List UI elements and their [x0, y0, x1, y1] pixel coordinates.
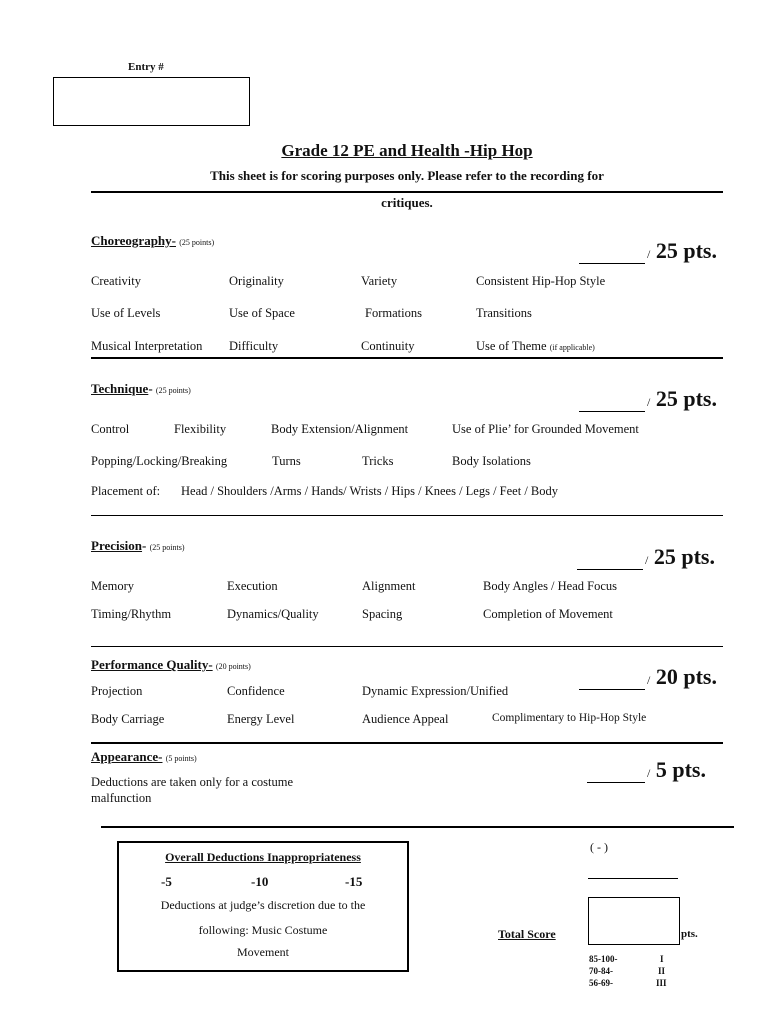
- deductions-text-1: Deductions at judge’s discretion due to the: [160, 898, 366, 912]
- appearance-divider: [101, 826, 734, 828]
- grade-level-1: I: [660, 954, 664, 964]
- criterion-transitions: Transitions: [476, 306, 532, 320]
- criterion-spacing: Spacing: [362, 607, 403, 621]
- performance-divider: [91, 742, 723, 744]
- criterion-formations: Formations: [365, 306, 422, 320]
- deduction-5[interactable]: -5: [161, 874, 172, 889]
- precision-title: Precision- (25 points): [91, 538, 185, 553]
- criterion-hiphop-style: Consistent Hip-Hop Style: [476, 274, 606, 288]
- deduction-10[interactable]: -10: [251, 874, 269, 889]
- appearance-title: Appearance- (5 points): [91, 749, 197, 764]
- criterion-tricks: Tricks: [362, 454, 394, 468]
- technique-title: Technique- (25 points): [91, 381, 191, 396]
- header-divider: [91, 191, 723, 193]
- criterion-placement-list: Head / Shoulders /Arms / Hands/ Wrists / Hips / Knees / Legs / Feet / Body: [181, 484, 559, 498]
- criterion-isolations: Body Isolations: [452, 454, 531, 468]
- deductions-title: Overall Deductions Inappropriateness: [165, 850, 361, 864]
- criterion-memory: Memory: [91, 579, 135, 593]
- appearance-note-1: Deductions are taken only for a costume: [91, 775, 294, 789]
- criterion-body-angles: Body Angles / Head Focus: [483, 579, 618, 593]
- minus-label: ( - ): [590, 840, 608, 854]
- criterion-timing: Timing/Rhythm: [91, 607, 172, 621]
- criterion-turns: Turns: [272, 454, 301, 468]
- criterion-complimentary: Complimentary to Hip-Hop Style: [492, 712, 647, 724]
- performance-title: Performance Quality- (20 points): [91, 657, 251, 672]
- grade-range-1: 85-100-: [589, 954, 618, 964]
- entry-number-box[interactable]: [53, 77, 250, 126]
- grade-range-3: 56-69-: [589, 978, 613, 988]
- criterion-expression: Dynamic Expression/Unified: [362, 684, 509, 698]
- choreography-divider: [91, 357, 723, 359]
- criterion-variety: Variety: [361, 274, 398, 288]
- appearance-note-2: malfunction: [91, 791, 152, 805]
- deductions-text-3: Movement: [237, 945, 289, 959]
- criterion-confidence: Confidence: [227, 684, 285, 698]
- criterion-placement-label: Placement of:: [91, 484, 161, 498]
- technique-score[interactable]: / 25 pts.: [579, 386, 717, 412]
- page-title: Grade 12 PE and Health -Hip Hop: [281, 141, 533, 160]
- criterion-body-carriage: Body Carriage: [91, 712, 165, 726]
- criterion-alignment: Alignment: [362, 579, 416, 593]
- criterion-creativity: Creativity: [91, 274, 141, 288]
- criterion-levels: Use of Levels: [91, 306, 161, 320]
- deduction-line[interactable]: [588, 878, 678, 879]
- grade-level-3: III: [656, 978, 667, 988]
- subtitle-line-2: critiques.: [381, 195, 433, 210]
- criterion-plie: Use of Plie’ for Grounded Movement: [452, 422, 639, 436]
- precision-divider: [91, 646, 723, 647]
- precision-score[interactable]: / 25 pts.: [577, 544, 715, 570]
- criterion-difficulty: Difficulty: [229, 339, 279, 353]
- criterion-theme: Use of Theme (if applicable): [476, 339, 595, 353]
- criterion-projection: Projection: [91, 684, 143, 698]
- criterion-dynamics: Dynamics/Quality: [227, 607, 319, 621]
- entry-label: Entry #: [128, 61, 164, 73]
- criterion-originality: Originality: [229, 274, 284, 288]
- criterion-execution: Execution: [227, 579, 278, 593]
- criterion-audience-appeal: Audience Appeal: [362, 712, 449, 726]
- criterion-completion: Completion of Movement: [483, 607, 613, 621]
- criterion-control: Control: [91, 422, 130, 436]
- grade-range-2: 70-84-: [589, 966, 613, 976]
- total-score-box[interactable]: [588, 897, 680, 945]
- performance-score[interactable]: / 20 pts.: [579, 664, 717, 690]
- criterion-flexibility: Flexibility: [174, 422, 227, 436]
- criterion-space: Use of Space: [229, 306, 295, 320]
- criterion-continuity: Continuity: [361, 339, 415, 353]
- criterion-musical-interpretation: Musical Interpretation: [91, 339, 203, 353]
- criterion-popping: Popping/Locking/Breaking: [91, 454, 228, 468]
- deduction-15[interactable]: -15: [345, 874, 363, 889]
- deductions-box: [117, 841, 409, 972]
- total-score-label: Total Score: [498, 927, 556, 941]
- deductions-text-2: following: Music Costume: [198, 923, 328, 937]
- criterion-body-extension: Body Extension/Alignment: [271, 422, 409, 436]
- choreography-score[interactable]: / 25 pts.: [579, 238, 717, 264]
- appearance-score[interactable]: / 5 pts.: [587, 757, 706, 783]
- grade-level-2: II: [658, 966, 666, 976]
- criterion-energy: Energy Level: [227, 712, 295, 726]
- technique-divider: [91, 515, 723, 516]
- subtitle-line-1: This sheet is for scoring purposes only. Please refer to the recording for: [210, 168, 604, 183]
- choreography-title: Choreography- (25 points): [91, 233, 215, 248]
- total-pts-label: pts.: [681, 928, 698, 940]
